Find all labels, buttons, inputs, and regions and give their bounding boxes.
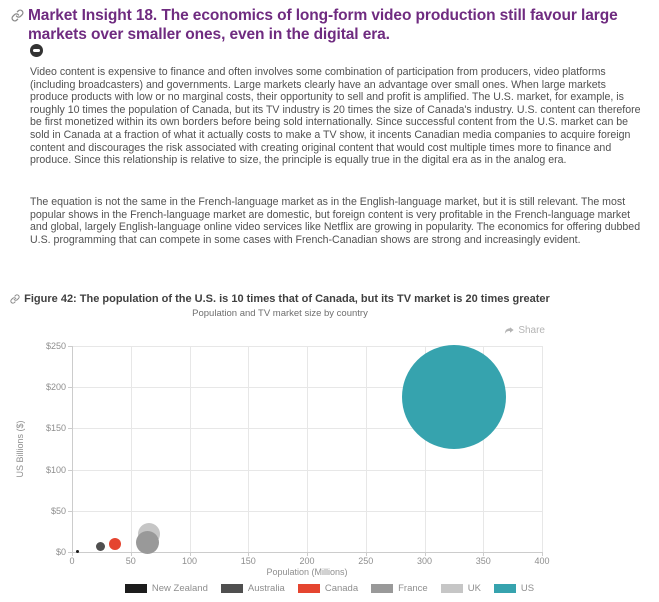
bubble-canada[interactable]	[109, 538, 121, 550]
chart-subtitle: Population and TV market size by country	[192, 308, 368, 319]
figure-caption-row	[0, 293, 560, 305]
y-tick-label: $100	[45, 464, 66, 475]
bubble-new-zealand[interactable]	[76, 550, 79, 553]
bubble-france[interactable]	[136, 531, 159, 554]
x-tick-label: 250	[358, 556, 374, 566]
legend-swatch-new-zealand	[125, 584, 147, 593]
x-axis-title: Population (Millions)	[266, 567, 348, 577]
x-tick-label: 200	[299, 556, 315, 566]
legend-label-us: US	[520, 583, 535, 594]
body-paragraph-2: The equation is not the same in the French-language market as in the English-language market, but it is still relevant. The most popular shows in the French-language market are domestic, but foreign content is very profitable in the French-language market and global, largely English-language online video services like Netflix are growing in popularity. The economics for offering dubbed U.S. programming that can compete in some cases with French-Canadian shows are strong and increasingly evident.	[30, 196, 641, 246]
y-tick-label: $150	[45, 423, 66, 434]
chart-legend	[0, 583, 659, 594]
section-heading-row	[11, 6, 639, 44]
gridline	[307, 346, 308, 552]
legend-label-canada: Canada	[324, 583, 359, 594]
bubble-us[interactable]	[402, 345, 506, 449]
y-axis-line	[72, 346, 73, 552]
legend-swatch-uk	[441, 584, 463, 593]
x-tick-label: 350	[475, 556, 491, 566]
x-tick-label: 50	[125, 556, 136, 566]
y-axis-title: US Billions ($)	[15, 420, 25, 478]
legend-item-canada[interactable]	[298, 583, 358, 594]
x-tick-label: 400	[534, 556, 550, 566]
legend-label-uk: UK	[467, 583, 481, 594]
x-tick-label: 0	[69, 556, 75, 566]
page-title: Market Insight 18. The economics of long-form video production still favour large markets over smaller ones, even in the digital era.	[28, 7, 618, 43]
link-icon[interactable]	[11, 9, 24, 22]
legend-item-uk[interactable]	[441, 583, 481, 594]
legend-item-france[interactable]	[371, 583, 428, 594]
gridline	[131, 346, 132, 552]
collapse-section-button[interactable]	[30, 44, 43, 57]
share-arrow-icon	[504, 325, 515, 336]
legend-item-australia[interactable]	[221, 583, 285, 594]
gridline	[542, 346, 543, 552]
minus-icon	[33, 49, 40, 52]
gridline	[190, 346, 191, 552]
legend-swatch-canada	[298, 584, 320, 593]
y-tick-label: $250	[45, 341, 66, 351]
x-tick-label: 150	[240, 556, 256, 566]
share-link[interactable]	[504, 325, 545, 336]
link-icon[interactable]	[10, 294, 20, 304]
legend-label-france: France	[398, 583, 428, 594]
legend-swatch-us	[494, 584, 516, 593]
legend-label-australia: Australia	[247, 583, 285, 594]
y-tick-label: $50	[50, 505, 66, 516]
figure-caption: Figure 42: The population of the U.S. is 10 times that of Canada, but its TV market is 20 times greater	[24, 293, 550, 305]
legend-swatch-australia	[221, 584, 243, 593]
gridline	[366, 346, 367, 552]
share-label: Share	[518, 325, 545, 336]
x-tick-label: 300	[416, 556, 433, 566]
legend-label-new-zealand: New Zealand	[151, 583, 208, 594]
y-tick-label: $200	[45, 382, 66, 393]
bubble-australia[interactable]	[96, 542, 105, 551]
legend-item-us[interactable]	[494, 583, 534, 594]
y-tick-label: $0	[55, 547, 66, 557]
legend-swatch-france	[371, 584, 393, 593]
body-paragraph-1: Video content is expensive to finance and often involves some combination of participation from producers, video platforms (including broadcasters) and governments. Large markets clearly have an advantage over small ones. When large markets produce products with low or no marginal costs, their opportunity to sell and profit is amplified. The U.S. market, for example, is roughly 10 times the population of Canada, but its TV industry is 20 times the size of Canada's industry. U.S. content can therefore be first monetized within its own borders before being sold internationally. Since successful content from the U.S. market can be sold in Canada at a fraction of what it actually costs to make a TV show, it incents Canadian media companies to acquire foreign content and discourages the risk associated with creating original content that would cost multiple times more to finance and produce. Since this relationship is relative to size, the principle is equally true in the digital era as in the analog era.	[30, 66, 641, 167]
gridline	[248, 346, 249, 552]
legend-item-new-zealand[interactable]	[125, 583, 208, 594]
plot-area	[45, 341, 550, 566]
x-tick-label: 100	[181, 556, 198, 566]
